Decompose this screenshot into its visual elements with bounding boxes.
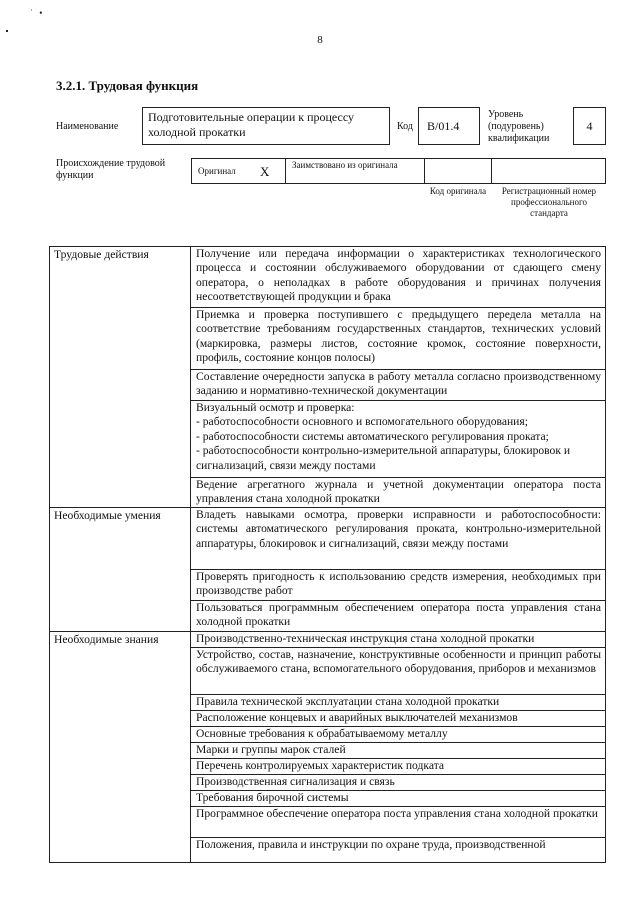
table-cell-text: Требования бирочной системы: [196, 791, 349, 804]
table-row: [190, 742, 606, 759]
table-row: [190, 400, 606, 478]
level-value: 4: [586, 119, 593, 133]
table-cell-text: Визуальный осмотр и проверка: - работоспособности основного и вспомогательного оборудования; - работоспособности системы автоматического регулирования проката; - работоспособности контрольно-измерительной аппаратуры, блокировок и сигнализаций, связи между постами: [196, 401, 571, 472]
table-row: [190, 369, 606, 401]
required-knowledge-header-cell: [49, 631, 191, 863]
required-skills-title: Необходимые умения: [54, 509, 161, 522]
table-cell-text: Программное обеспечение оператора поста управления стана холодной прокатки: [196, 807, 599, 820]
table-cell-text: Перечень контролируемых характеристик подката: [196, 759, 445, 772]
code-original-box: [424, 158, 492, 184]
level-label: Уровень (подуровень) квалификации: [488, 109, 550, 144]
required-skills-header-cell: [49, 507, 191, 632]
borrowed-box: [285, 158, 425, 184]
table-row: [190, 477, 606, 508]
table-row: [190, 246, 606, 308]
table-row: [190, 806, 606, 838]
table-row: [190, 726, 606, 743]
labor-function-table: [49, 246, 606, 896]
page-number: 8: [317, 34, 323, 46]
code-value: В/01.4: [427, 119, 460, 133]
table-cell-text: Производственно-техническая инструкция стана холодной прокатки: [196, 632, 535, 645]
original-label: Оригинал: [198, 166, 236, 176]
reg-number-caption: Регистрационный номер профессионального стандарта: [501, 186, 597, 218]
table-cell-text: Положения, правила и инструкции по охране труда, производственной: [196, 838, 546, 851]
code-original-caption: Код оригинала: [429, 186, 487, 196]
table-row: [190, 710, 606, 727]
table-cell-text: Устройство, состав, назначение, конструктивные особенности и принцип работы обслуживаемого стана, вспомогательного оборудования, приборов и механизмов: [196, 648, 601, 676]
code-label: Код: [397, 121, 413, 132]
table-cell-text: Получение или передача информации о характеристиках технологического процесса и состоянии обслуживаемого оборудовании от сдающего смену оператора, о неполадках в работе оборудования и причинах получения несоответствующей продукции и брака: [196, 247, 601, 304]
table-cell-text: Основные требования к обрабатываемому металлу: [196, 727, 448, 740]
scan-marks: ˙ •: [30, 8, 45, 18]
origin-label: Происхождение трудовой функции: [56, 158, 166, 181]
table-cell-text: Правила технической эксплуатации стана холодной прокатки: [196, 695, 500, 708]
required-knowledge-title: Необходимые знания: [54, 633, 159, 646]
labor-actions-header-cell: [49, 246, 191, 508]
table-row: [190, 569, 606, 601]
name-value: Подготовительные операции к процессу холодной прокатки: [148, 110, 355, 139]
table-cell-text: Владеть навыками осмотра, проверки исправности и работоспособности: системы автоматического регулирования проката, контрольно-измерительной аппаратуры, блокировок и сигнализаций, связи между постами: [196, 508, 601, 550]
labor-actions-title: Трудовые действия: [54, 248, 149, 261]
table-row: [190, 647, 606, 695]
table-row: [190, 790, 606, 807]
code-box: [418, 107, 480, 145]
table-cell-text: Приемка и проверка поступившего с предыдущего передела металла на соответствие требованиям государственных стандартов, технических условий (маркировка, размеры листов, состояние кромок, состояние поверхности, профиль, состояние концов полосы): [196, 308, 601, 365]
table-cell-text: Марки и группы марок сталей: [196, 743, 346, 756]
table-row: [190, 758, 606, 775]
table-row: [190, 600, 606, 632]
table-cell-text: Производственная сигнализация и связь: [196, 775, 395, 788]
section-title: 3.2.1. Трудовая функция: [56, 78, 199, 93]
name-label: Наименование: [56, 121, 119, 132]
table-cell-text: Проверять пригодность к использованию средств измерения, необходимых при производстве работ: [196, 570, 601, 598]
borrowed-label: Заимствовано из оригинала: [292, 160, 398, 170]
table-row: [190, 507, 606, 570]
level-box: [573, 107, 606, 145]
original-box: [191, 158, 286, 184]
table-row: [190, 694, 606, 711]
reg-number-box: [491, 158, 606, 184]
table-row: [190, 837, 606, 863]
table-cell-text: Расположение концевых и аварийных выключателей механизмов: [196, 711, 518, 724]
table-row: [190, 774, 606, 791]
table-cell-text: Составление очередности запуска в работу металла согласно производственному заданию и нормативно-технической документации: [196, 370, 601, 398]
table-cell-text: Ведение агрегатного журнала и учетной документации оператора поста управления стана холодной прокатки: [196, 478, 601, 506]
table-cell-text: Пользоваться программным обеспечением оператора поста управления стана холодной прокатки: [196, 601, 601, 629]
scan-dot: [6, 30, 8, 32]
table-row: [190, 631, 606, 648]
original-mark: Х: [260, 164, 270, 179]
name-box: [142, 107, 390, 145]
table-row: [190, 307, 606, 370]
